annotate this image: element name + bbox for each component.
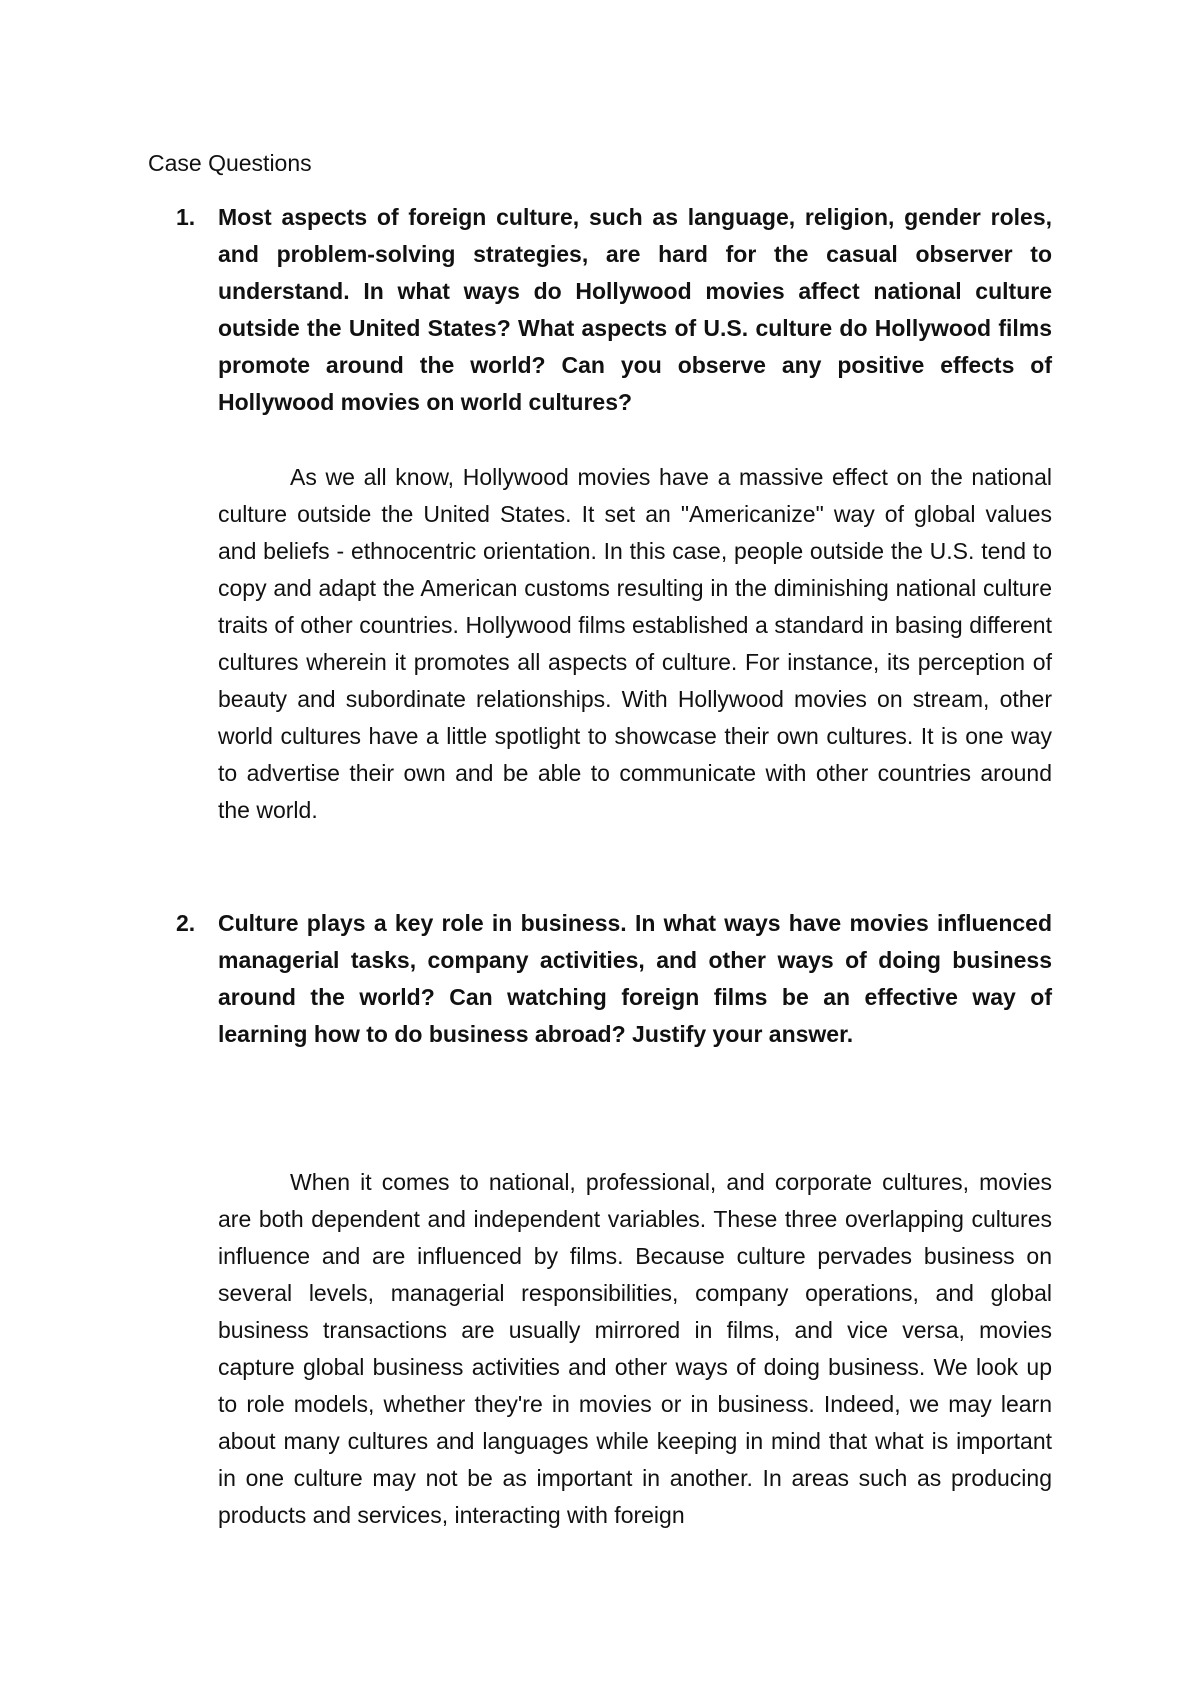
question-2-text: Culture plays a key role in business. In what ways have movies influenced managerial tasks, company activities, and other ways of doing business around the world? Can watching foreign films be an effective way of learning how to do business abroad? Justify your answer. (218, 910, 1052, 1047)
question-2-number: 2. (176, 910, 196, 936)
question-1-number: 1. (176, 204, 196, 230)
question-1-text: Most aspects of foreign culture, such as language, religion, gender roles, and problem-solving strategies, are hard for the casual observer to understand. In what ways do Hollywood movies affect national culture outside the United States? What aspects of U.S. culture do Hollywood films promote around the world? Can you observe any positive effects of Hollywood movies on world cultures? (218, 204, 1052, 415)
answer-1-paragraph: As we all know, Hollywood movies have a massive effect on the national culture outside the United States. It set an "Americanize" way of global values and beliefs - ethnocentric orientation. In this case, people outside the U.S. tend to copy and adapt the American customs resulting in the diminishing national culture traits of other countries. Hollywood films established a standard in basing different cultures wherein it promotes all aspects of culture. For instance, its perception of beauty and subordinate relationships. With Hollywood movies on stream, other world cultures have a little spotlight to showcase their own cultures. It is one way to advertise their own and be able to communicate with other countries around the world. (218, 464, 1052, 823)
answer-2-paragraph: When it comes to national, professional, and corporate cultures, movies are both dependent and independent variables. These three overlapping cultures influence and are influenced by films. Because culture pervades business on several levels, managerial responsibilities, company operations, and global business transactions are usually mirrored in films, and vice versa, movies capture global business activities and other ways of doing business. We look up to role models, whether they're in movies or in business. Indeed, we may learn about many cultures and languages while keeping in mind that what is important in one culture may not be as important in another. In areas such as producing products and services, interacting with foreign (218, 1169, 1052, 1528)
page-title: Case Questions (148, 150, 312, 176)
